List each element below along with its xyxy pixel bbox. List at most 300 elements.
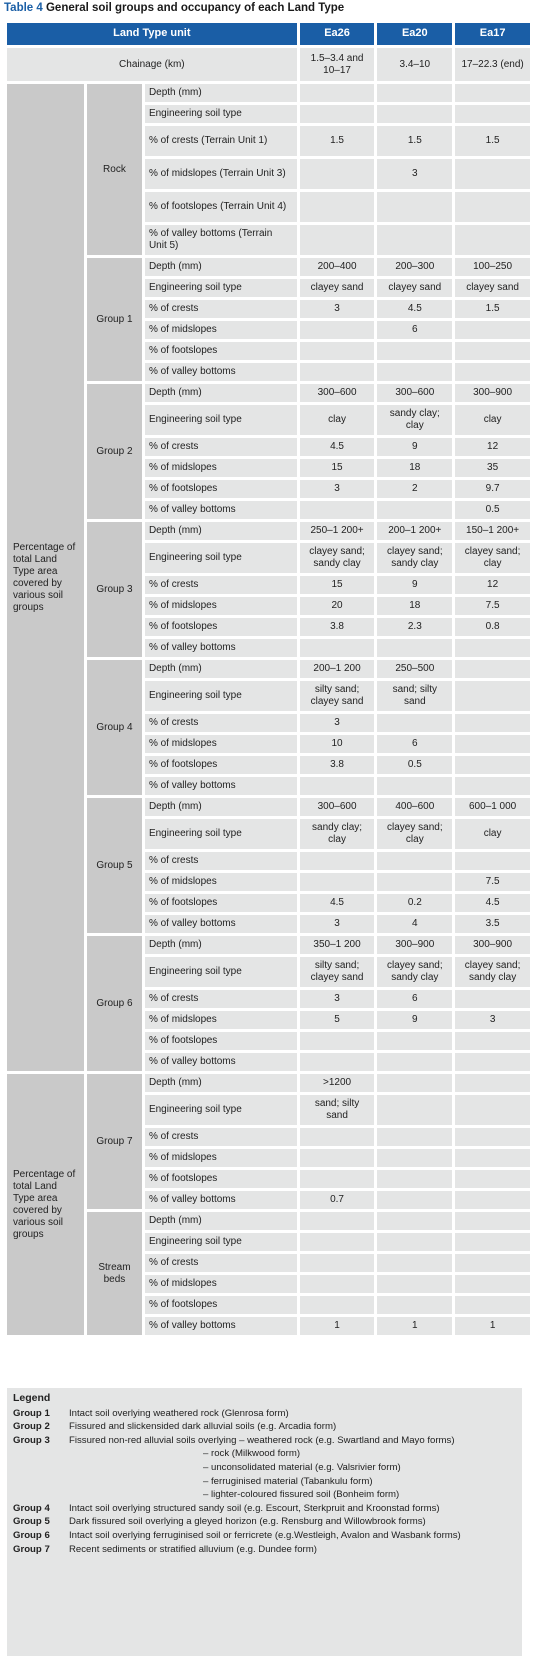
row-label: % of crests — [145, 852, 297, 870]
value-cell — [455, 681, 530, 711]
value-cell — [455, 225, 530, 255]
row-label: % of midslopes (Terrain Unit 3) — [145, 159, 297, 189]
legend-text: Intact soil overlying ferruginised soil or ferricrete (e.g.Westleigh, Avalon and Wasbank forms) — [69, 1529, 461, 1541]
value-cell — [455, 1095, 530, 1125]
value-cell: 9 — [377, 438, 452, 456]
value-cell: 350–1 200 — [300, 936, 375, 954]
table-row — [7, 819, 530, 849]
soil-table-body — [7, 23, 530, 1335]
col-header-ea26: Ea26 — [300, 23, 375, 45]
value-cell — [377, 1170, 452, 1188]
col-header-ea17: Ea17 — [455, 23, 530, 45]
value-cell — [300, 1275, 375, 1293]
value-cell: 18 — [377, 597, 452, 615]
row-label: % of valley bottoms — [145, 1191, 297, 1209]
value-cell — [377, 714, 452, 732]
table-row — [7, 225, 530, 255]
row-label: Depth (mm) — [145, 522, 297, 540]
value-cell: 3 — [300, 915, 375, 933]
value-cell — [455, 1191, 530, 1209]
value-cell — [455, 342, 530, 360]
legend-text: Fissured non-red alluvial soils overlying – weathered rock (e.g. Swartland and Mayo forms) — [69, 1434, 455, 1446]
value-cell: 2.3 — [377, 618, 452, 636]
row-label: % of crests — [145, 714, 297, 732]
value-cell — [300, 342, 375, 360]
value-cell — [300, 321, 375, 339]
legend-key: Group 4 — [13, 1502, 50, 1514]
value-cell: clayey sand; sandy clay — [377, 543, 452, 573]
land-type-unit-header: Land Type unit — [7, 23, 297, 45]
row-label: % of valley bottoms — [145, 915, 297, 933]
table-row — [7, 915, 530, 933]
table-row — [7, 957, 530, 987]
value-cell — [377, 1074, 452, 1092]
row-label: % of footslopes (Terrain Unit 4) — [145, 192, 297, 222]
value-cell: 1 — [377, 1317, 452, 1335]
value-cell: sand; silty sand — [300, 1095, 375, 1125]
value-cell: 1.5 — [455, 300, 530, 318]
value-cell — [377, 777, 452, 795]
value-cell — [377, 1032, 452, 1050]
table-row — [7, 1074, 530, 1092]
value-cell: clayey sand — [377, 279, 452, 297]
row-label: % of footslopes — [145, 894, 297, 912]
value-cell — [455, 1275, 530, 1293]
row-label: Depth (mm) — [145, 798, 297, 816]
table-row — [7, 384, 530, 402]
value-cell — [377, 1095, 452, 1125]
value-cell — [455, 1149, 530, 1167]
value-cell: 1 — [455, 1317, 530, 1335]
legend-key: Group 2 — [13, 1421, 50, 1433]
value-cell — [377, 1296, 452, 1314]
table-row — [7, 1053, 530, 1071]
value-cell: 6 — [377, 990, 452, 1008]
table-row — [7, 798, 530, 816]
header-row — [7, 23, 530, 45]
value-cell: 7.5 — [455, 597, 530, 615]
value-cell: 9.7 — [455, 480, 530, 498]
legend-sub-item: – unconsolidated material (e.g. Valsrivier form) — [203, 1461, 401, 1473]
value-cell — [300, 1032, 375, 1050]
row-label: Depth (mm) — [145, 1212, 297, 1230]
group-label: Group 4 — [87, 660, 142, 795]
table-row — [7, 1233, 530, 1251]
value-cell — [455, 852, 530, 870]
group-label: Group 6 — [87, 936, 142, 1071]
value-cell: 0.5 — [455, 501, 530, 519]
value-cell: clayey sand; sandy clay — [300, 543, 375, 573]
row-label: Depth (mm) — [145, 384, 297, 402]
value-cell: 300–600 — [377, 384, 452, 402]
value-cell — [300, 852, 375, 870]
row-label: % of crests — [145, 576, 297, 594]
value-cell — [377, 1233, 452, 1251]
row-label: % of crests — [145, 1128, 297, 1146]
table-title — [4, 2, 344, 14]
value-cell — [377, 1149, 452, 1167]
table-row — [7, 321, 530, 339]
row-label: % of footslopes — [145, 342, 297, 360]
table-row — [7, 438, 530, 456]
table-row — [7, 735, 530, 753]
value-cell — [377, 1254, 452, 1272]
legend-text: Dark fissured soil overlying a gleyed horizon (e.g. Rensburg and Willowbrook forms) — [69, 1516, 426, 1528]
value-cell: 3 — [300, 990, 375, 1008]
row-label: % of valley bottoms (Terrain Unit 5) — [145, 225, 297, 255]
value-cell: 3 — [455, 1011, 530, 1029]
row-label: Depth (mm) — [145, 1074, 297, 1092]
value-cell — [377, 225, 452, 255]
row-label: Engineering soil type — [145, 819, 297, 849]
value-cell: 200–1 200 — [300, 660, 375, 678]
value-cell — [455, 84, 530, 102]
chainage-ea17: 17–22.3 (end) — [455, 48, 530, 81]
table-row — [7, 1254, 530, 1272]
value-cell: 18 — [377, 459, 452, 477]
value-cell — [300, 1128, 375, 1146]
value-cell — [300, 1296, 375, 1314]
value-cell: 1.5 — [300, 126, 375, 156]
value-cell — [455, 714, 530, 732]
row-label: Engineering soil type — [145, 1233, 297, 1251]
row-label: % of footslopes — [145, 480, 297, 498]
table-row — [7, 1275, 530, 1293]
group-label: Rock — [87, 84, 142, 255]
value-cell — [455, 735, 530, 753]
row-label: % of valley bottoms — [145, 1317, 297, 1335]
row-label: % of footslopes — [145, 1170, 297, 1188]
value-cell — [455, 756, 530, 774]
legend-item — [13, 1420, 516, 1434]
table-row — [7, 279, 530, 297]
table-row — [7, 1149, 530, 1167]
value-cell — [455, 1233, 530, 1251]
table-row — [7, 459, 530, 477]
value-cell — [300, 1233, 375, 1251]
value-cell — [300, 873, 375, 891]
group-label: Group 3 — [87, 522, 142, 657]
value-cell — [377, 363, 452, 381]
value-cell: clay — [300, 405, 375, 435]
row-label: Engineering soil type — [145, 405, 297, 435]
legend-item — [13, 1529, 516, 1543]
row-label: Depth (mm) — [145, 258, 297, 276]
table-row — [7, 1128, 530, 1146]
row-label: % of midslopes — [145, 459, 297, 477]
value-cell: 10 — [300, 735, 375, 753]
value-cell: 4.5 — [377, 300, 452, 318]
row-label: % of midslopes — [145, 321, 297, 339]
value-cell — [377, 84, 452, 102]
value-cell: silty sand; clayey sand — [300, 681, 375, 711]
value-cell: 35 — [455, 459, 530, 477]
legend-text: Intact soil overlying weathered rock (Glenrosa form) — [69, 1407, 289, 1419]
value-cell — [455, 1254, 530, 1272]
value-cell — [300, 105, 375, 123]
row-label: % of crests (Terrain Unit 1) — [145, 126, 297, 156]
value-cell — [455, 777, 530, 795]
row-label: % of crests — [145, 438, 297, 456]
row-label: % of footslopes — [145, 618, 297, 636]
legend-item — [13, 1434, 516, 1448]
value-cell: clayey sand; clay — [377, 819, 452, 849]
value-cell: 15 — [300, 459, 375, 477]
value-cell: 12 — [455, 576, 530, 594]
value-cell: 400–600 — [377, 798, 452, 816]
value-cell: 3 — [300, 300, 375, 318]
legend-item — [13, 1543, 516, 1557]
group-label: Group 5 — [87, 798, 142, 933]
value-cell: 200–300 — [377, 258, 452, 276]
value-cell: 15 — [300, 576, 375, 594]
group-label: Group 2 — [87, 384, 142, 519]
value-cell: clayey sand; sandy clay — [377, 957, 452, 987]
table-row — [7, 126, 530, 156]
value-cell — [377, 639, 452, 657]
value-cell — [377, 1191, 452, 1209]
row-label: % of midslopes — [145, 1149, 297, 1167]
value-cell: 600–1 000 — [455, 798, 530, 816]
table-row — [7, 873, 530, 891]
row-label: % of crests — [145, 990, 297, 1008]
value-cell: 1.5 — [455, 126, 530, 156]
value-cell — [300, 225, 375, 255]
value-cell — [300, 1254, 375, 1272]
value-cell — [455, 990, 530, 1008]
row-label: % of midslopes — [145, 597, 297, 615]
table-row — [7, 1170, 530, 1188]
table-caption: General soil groups and occupancy of each Land Type — [45, 2, 345, 14]
table-row — [7, 714, 530, 732]
value-cell: 9 — [377, 576, 452, 594]
table-row — [7, 1317, 530, 1335]
table-row — [7, 522, 530, 540]
table-row — [7, 660, 530, 678]
table-row — [7, 852, 530, 870]
value-cell: 200–400 — [300, 258, 375, 276]
value-cell — [455, 660, 530, 678]
value-cell: 3 — [300, 714, 375, 732]
value-cell: 1.5 — [377, 126, 452, 156]
value-cell: 300–600 — [300, 384, 375, 402]
value-cell — [377, 852, 452, 870]
table-row — [7, 777, 530, 795]
legend — [7, 1388, 522, 1656]
row-label: % of footslopes — [145, 1296, 297, 1314]
table-row — [7, 639, 530, 657]
table-row — [7, 1032, 530, 1050]
row-label: % of valley bottoms — [145, 777, 297, 795]
row-label: % of footslopes — [145, 756, 297, 774]
value-cell — [377, 873, 452, 891]
row-label: % of valley bottoms — [145, 501, 297, 519]
legend-sub-item: – rock (Milkwood form) — [203, 1448, 301, 1460]
table-row — [7, 936, 530, 954]
value-cell — [300, 501, 375, 519]
value-cell — [300, 1053, 375, 1071]
table-row — [7, 1095, 530, 1125]
soil-table — [4, 20, 533, 1338]
legend-title: Legend — [13, 1392, 51, 1404]
value-cell — [377, 1212, 452, 1230]
legend-key: Group 5 — [13, 1516, 50, 1528]
value-cell — [300, 1170, 375, 1188]
value-cell: clay — [455, 405, 530, 435]
value-cell — [455, 1074, 530, 1092]
value-cell: 4.5 — [455, 894, 530, 912]
chainage-ea26: 1.5–3.4 and 10–17 — [300, 48, 375, 81]
value-cell — [455, 192, 530, 222]
table-row — [7, 756, 530, 774]
value-cell — [300, 777, 375, 795]
value-cell: 20 — [300, 597, 375, 615]
value-cell: 4 — [377, 915, 452, 933]
value-cell: clayey sand — [300, 279, 375, 297]
row-label: % of valley bottoms — [145, 639, 297, 657]
value-cell: 0.5 — [377, 756, 452, 774]
table-row — [7, 342, 530, 360]
legend-item — [13, 1515, 516, 1529]
value-cell — [377, 192, 452, 222]
value-cell: 300–900 — [377, 936, 452, 954]
table-row — [7, 192, 530, 222]
value-cell: 3.8 — [300, 618, 375, 636]
legend-text: Fissured and slickensided dark alluvial soils (e.g. Arcadia form) — [69, 1421, 337, 1433]
legend-item — [13, 1502, 516, 1516]
legend-key: Group 7 — [13, 1543, 50, 1555]
legend-key: Group 3 — [13, 1434, 50, 1446]
value-cell: 3 — [300, 480, 375, 498]
value-cell: silty sand; clayey sand — [300, 957, 375, 987]
table-row — [7, 258, 530, 276]
row-label: % of midslopes — [145, 873, 297, 891]
table-row — [7, 990, 530, 1008]
value-cell: 12 — [455, 438, 530, 456]
table-row — [7, 597, 530, 615]
row-label: % of midslopes — [145, 1011, 297, 1029]
table-row — [7, 1296, 530, 1314]
table-row — [7, 1212, 530, 1230]
chainage-ea20: 3.4–10 — [377, 48, 452, 81]
value-cell — [300, 639, 375, 657]
value-cell: 2 — [377, 480, 452, 498]
legend-text: Recent sediments or stratified alluvium (e.g. Dundee form) — [69, 1543, 317, 1555]
value-cell: 200–1 200+ — [377, 522, 452, 540]
chainage-row — [7, 48, 530, 81]
table-row — [7, 105, 530, 123]
value-cell — [455, 363, 530, 381]
legend-sub-item: – lighter-coloured fissured soil (Bonheim form) — [203, 1489, 400, 1501]
value-cell — [377, 1053, 452, 1071]
row-label: % of footslopes — [145, 1032, 297, 1050]
value-cell: 150–1 200+ — [455, 522, 530, 540]
row-label: % of midslopes — [145, 735, 297, 753]
value-cell: 7.5 — [455, 873, 530, 891]
value-cell: 9 — [377, 1011, 452, 1029]
value-cell: sandy clay; clay — [377, 405, 452, 435]
value-cell: 4.5 — [300, 894, 375, 912]
row-label: % of crests — [145, 1254, 297, 1272]
value-cell — [377, 1275, 452, 1293]
value-cell: 6 — [377, 735, 452, 753]
value-cell: 4.5 — [300, 438, 375, 456]
value-cell — [455, 1296, 530, 1314]
group-label: Group 7 — [87, 1074, 142, 1209]
table-row — [7, 501, 530, 519]
row-label: Engineering soil type — [145, 681, 297, 711]
row-label: Engineering soil type — [145, 543, 297, 573]
value-cell — [300, 84, 375, 102]
value-cell — [377, 105, 452, 123]
percentage-label: Percentage of total Land Type area covered by various soil groups — [7, 84, 84, 1071]
value-cell — [455, 1053, 530, 1071]
value-cell — [455, 159, 530, 189]
value-cell — [377, 1128, 452, 1146]
value-cell — [300, 1149, 375, 1167]
value-cell: clayey sand; clay — [455, 543, 530, 573]
value-cell: clayey sand — [455, 279, 530, 297]
value-cell — [455, 105, 530, 123]
table-row — [7, 894, 530, 912]
value-cell — [300, 159, 375, 189]
value-cell: sand; silty sand — [377, 681, 452, 711]
value-cell: 0.2 — [377, 894, 452, 912]
value-cell: 1 — [300, 1317, 375, 1335]
legend-key: Group 6 — [13, 1529, 50, 1541]
legend-text: Intact soil overlying structured sandy soil (e.g. Escourt, Sterkpruit and Kroonstad forms) — [69, 1502, 440, 1514]
legend-sub-item: – ferruginised material (Tabankulu form) — [203, 1475, 373, 1487]
legend-key: Group 1 — [13, 1407, 50, 1419]
value-cell — [377, 501, 452, 519]
value-cell: 300–900 — [455, 384, 530, 402]
value-cell — [455, 639, 530, 657]
value-cell: 100–250 — [455, 258, 530, 276]
value-cell: sandy clay; clay — [300, 819, 375, 849]
row-label: Engineering soil type — [145, 957, 297, 987]
value-cell: 250–1 200+ — [300, 522, 375, 540]
row-label: Depth (mm) — [145, 84, 297, 102]
value-cell: clay — [455, 819, 530, 849]
legend-item — [13, 1407, 516, 1421]
group-label: Group 1 — [87, 258, 142, 381]
value-cell — [455, 321, 530, 339]
value-cell — [455, 1170, 530, 1188]
row-label: % of valley bottoms — [145, 1053, 297, 1071]
table-row — [7, 405, 530, 435]
value-cell — [455, 1128, 530, 1146]
value-cell: >1200 — [300, 1074, 375, 1092]
value-cell — [377, 342, 452, 360]
value-cell — [300, 192, 375, 222]
percentage-label: Percentage of total Land Type area covered by various soil groups — [7, 1074, 84, 1335]
table-row — [7, 84, 530, 102]
value-cell: 6 — [377, 321, 452, 339]
table-row — [7, 1011, 530, 1029]
table-row — [7, 480, 530, 498]
table-row — [7, 576, 530, 594]
value-cell — [300, 363, 375, 381]
row-label: Engineering soil type — [145, 1095, 297, 1125]
table-row — [7, 1191, 530, 1209]
value-cell: 3.8 — [300, 756, 375, 774]
row-label: % of valley bottoms — [145, 363, 297, 381]
value-cell — [300, 1212, 375, 1230]
table-row — [7, 363, 530, 381]
value-cell: 3 — [377, 159, 452, 189]
table-number: Table 4 — [4, 2, 43, 14]
chainage-label: Chainage (km) — [7, 48, 297, 81]
